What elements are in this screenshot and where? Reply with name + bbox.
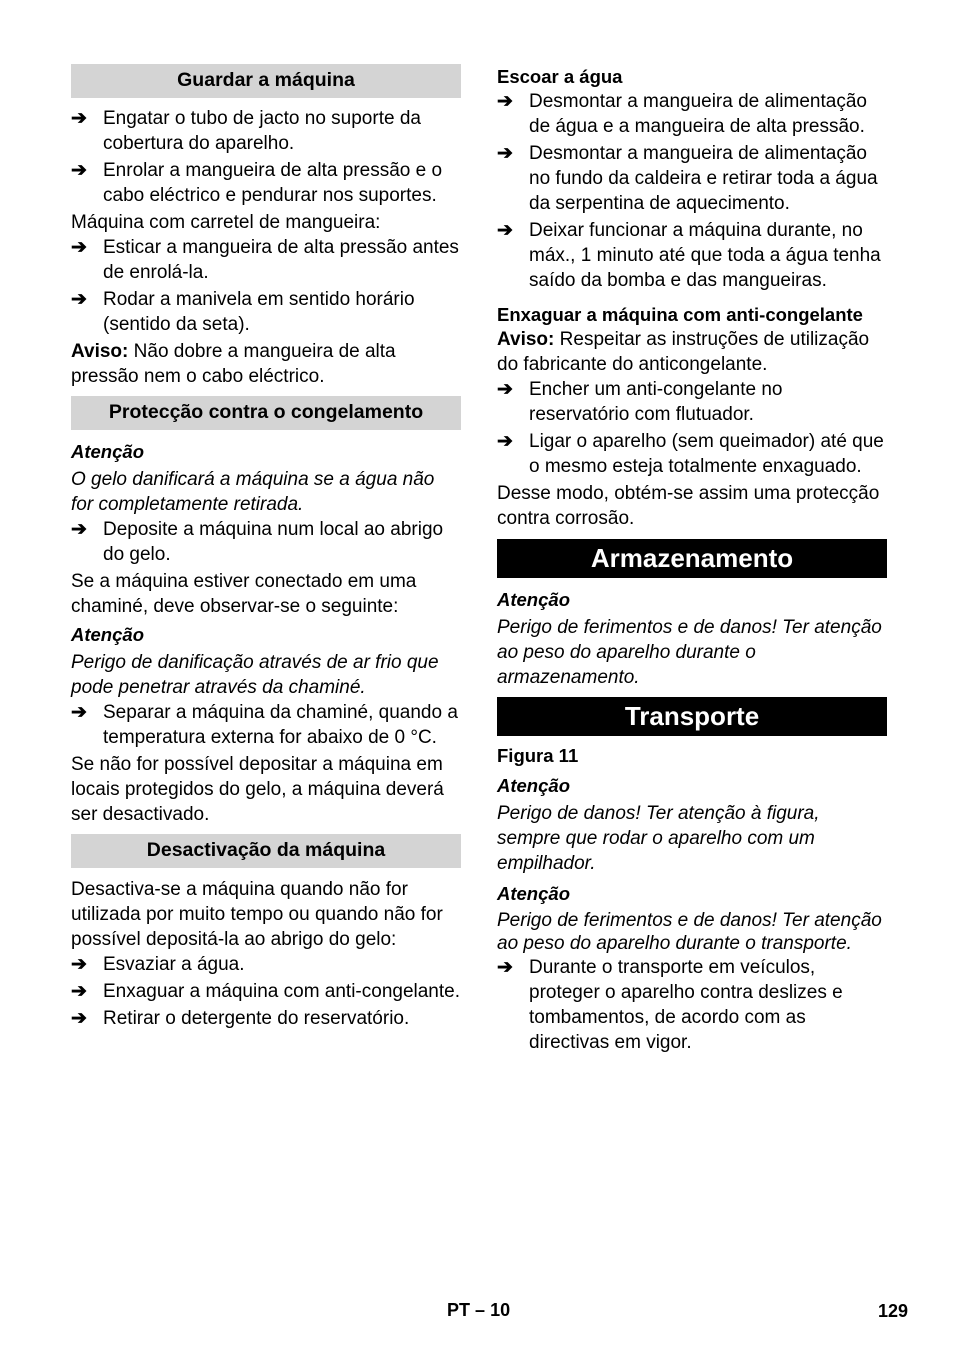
warning-label: Atenção [497,775,570,796]
right-column [497,64,887,1055]
chapter-heading-transporte: Transporte [497,697,887,736]
arrow-right-icon: ➔ [71,954,87,975]
arrow-right-icon: ➔ [71,289,87,310]
list-item: ➔ Durante o transporte em veículos, proteger o aparelho contra deslizes e tombamentos, de acordo com as directivas em vigor. [497,957,843,1053]
list-item: ➔ Ligar o aparelho (sem queimador) até que o mesmo esteja totalmente enxaguado. [497,431,884,477]
figure-reference: Figura 11 [497,745,579,766]
warning-label: Atenção [497,589,570,610]
notice: Aviso: Respeitar as instruções de utilização do fabricante do anticongelante. [497,329,870,375]
warning-text: Perigo de ferimentos e de danos! Ter atenção ao peso do aparelho durante o armazenamento. [497,617,882,688]
arrow-right-icon: ➔ [497,957,513,978]
section-heading-guardar: Guardar a máquina [71,64,461,98]
arrow-right-icon: ➔ [71,160,87,181]
left-column [71,64,461,1031]
page-number: 129 [878,1301,909,1321]
warning-label: Atenção [71,441,144,462]
list-item: ➔ Esticar a mangueira de alta pressão antes de enrolá-la. [71,237,459,283]
arrow-right-icon: ➔ [71,702,87,723]
list-item: ➔ Esvaziar a água. [71,954,245,975]
list-item: ➔ Engatar o tubo de jacto no suporte da cobertura do aparelho. [71,108,421,154]
paragraph: Máquina com carretel de mangueira: [71,212,381,233]
list-item: ➔ Enxaguar a máquina com anti-congelante. [71,981,461,1002]
subheading-escoar: Escoar a água [497,66,623,87]
arrow-right-icon: ➔ [71,237,87,258]
section-heading-proteccao: Protecção contra o congelamento [71,396,461,430]
notice: Aviso: Não dobre a mangueira de alta pressão nem o cabo eléctrico. [71,341,396,387]
list-item: ➔ Rodar a manivela em sentido horário (sentido da seta). [71,289,415,335]
list-item: ➔ Separar a máquina da chaminé, quando a temperatura externa for abaixo de 0 °C. [71,702,458,748]
footer-language-page: PT – 10 [447,1300,511,1320]
chapter-heading-armazenamento: Armazenamento [497,539,887,578]
arrow-right-icon: ➔ [71,108,87,129]
list-item: ➔ Deposite a máquina num local ao abrigo do gelo. [71,519,444,565]
warning-text: Perigo de danos! Ter atenção à figura, sempre que rodar o aparelho com um empilhador. [497,803,820,874]
list-item: ➔ Enrolar a mangueira de alta pressão e o cabo eléctrico e pendurar nos suportes. [71,160,443,206]
arrow-right-icon: ➔ [497,379,513,400]
arrow-right-icon: ➔ [71,1008,87,1029]
warning-label: Atenção [497,883,570,904]
list-item: ➔ Retirar o detergente do reservatório. [71,1008,410,1029]
list-item: ➔ Desmontar a mangueira de alimentação no fundo da caldeira e retirar toda a água da serpentina de aquecimento. [497,143,878,214]
arrow-right-icon: ➔ [71,981,87,1002]
list-item: ➔ Desmontar a mangueira de alimentação de água e a mangueira de alta pressão. [497,91,867,137]
list-item: ➔ Deixar funcionar a máquina durante, no máx., 1 minuto até que toda a água tenha saído da bomba e das mangueiras. [497,220,881,291]
paragraph: Desactiva-se a máquina quando não for utilizada por muito tempo ou quando não for possível depositá-la ao abrigo do gelo: [71,879,443,950]
paragraph: Desse modo, obtém-se assim uma protecção contra corrosão. [497,483,880,529]
arrow-right-icon: ➔ [497,91,513,112]
warning-text: Perigo de ferimentos e de danos! Ter atenção ao peso do aparelho durante o transporte. [497,910,882,954]
arrow-right-icon: ➔ [71,519,87,540]
subheading-enxaguar: Enxaguar a máquina com anti-congelante [497,304,863,325]
arrow-right-icon: ➔ [497,431,513,452]
paragraph: Se não for possível depositar a máquina em locais protegidos do gelo, a máquina deverá ser desactivado. [71,754,444,825]
paragraph: Se a máquina estiver conectado em uma chaminé, deve observar-se o seguinte: [71,571,417,617]
section-heading-desactivacao: Desactivação da máquina [71,834,461,868]
list-item: ➔ Encher um anti-congelante no reservatório com flutuador. [497,379,783,425]
warning-label: Atenção [71,624,144,645]
warning-text: O gelo danificará a máquina se a água não for completamente retirada. [71,469,435,515]
arrow-right-icon: ➔ [497,220,513,241]
warning-text: Perigo de danificação através de ar frio que pode penetrar através da chaminé. [71,652,439,698]
arrow-right-icon: ➔ [497,143,513,164]
